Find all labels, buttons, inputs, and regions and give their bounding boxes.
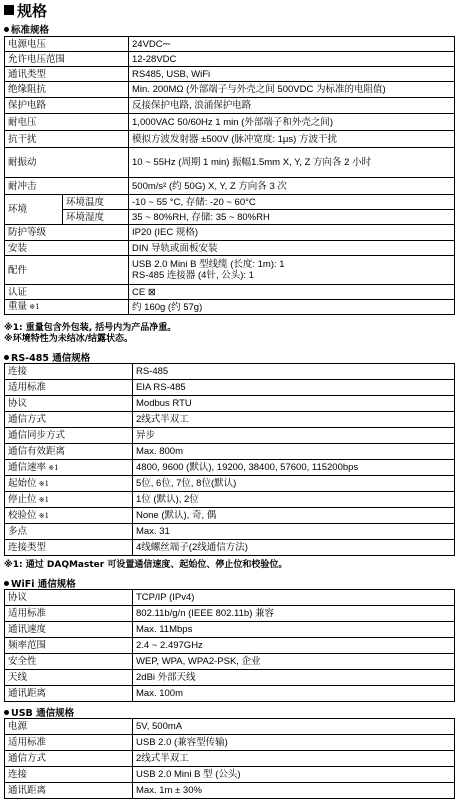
- spec-label: 重量: [8, 301, 28, 312]
- spec-value: CE ⊠: [132, 286, 156, 298]
- spec-value-cell: [129, 241, 455, 256]
- spec-label-cell: [5, 300, 129, 315]
- spec-value: 模拟方波发射器 ±500V (脉冲宽度: 1μs) 方波干扰: [132, 133, 337, 145]
- standard-notes: [4, 323, 176, 345]
- spec-value: RS-485: [136, 366, 169, 377]
- spec-value: DIN 导轨或面板安装: [132, 242, 218, 254]
- bullet-icon: [4, 581, 9, 586]
- rs485-spec-table: [4, 363, 455, 556]
- spec-label: 通信有效距离: [8, 446, 66, 457]
- spec-value: WEP, WPA, WPA2-PSK, 企业: [136, 656, 261, 667]
- spec-label-cell: [5, 622, 133, 638]
- note-line: ※环境特性为未结冰/结露状态。: [4, 334, 134, 344]
- table-row: [5, 52, 455, 67]
- wifi-spec-table: [4, 589, 455, 702]
- table-row: [5, 241, 455, 256]
- spec-value: 4线螺丝端子(2线通信方法): [136, 542, 248, 553]
- table-row: [5, 195, 455, 210]
- table-row: [5, 98, 455, 114]
- spec-label-cell: [5, 285, 129, 300]
- spec-label: 停止位: [8, 493, 37, 505]
- spec-label: 安全性: [8, 656, 37, 667]
- spec-label: 校验位: [8, 509, 37, 521]
- spec-label: 连接: [8, 366, 28, 377]
- table-row: [5, 412, 455, 428]
- spec-value-cell: [129, 210, 455, 225]
- rs485-notes: [4, 560, 287, 571]
- table-row: [5, 82, 455, 98]
- spec-value-cell: [133, 719, 455, 735]
- spec-label: 连接: [8, 769, 28, 780]
- spec-value-cell: [133, 686, 455, 702]
- spec-value: TCP/IP (IPv4): [136, 592, 195, 603]
- standard-spec-table: [4, 36, 455, 315]
- spec-label: 通信方式: [8, 414, 47, 425]
- table-row: [5, 37, 455, 52]
- spec-value: Max. 800m: [136, 446, 183, 457]
- spec-label-cell: [5, 195, 63, 225]
- spec-label: 适用标准: [8, 737, 47, 748]
- spec-value-cell: [133, 767, 455, 783]
- spec-label-cell: [5, 476, 133, 492]
- spec-value: 4800, 9600 (默认), 19200, 38400, 57600, 115200bps: [136, 462, 359, 473]
- spec-value-cell: [129, 67, 455, 82]
- table-row: [5, 606, 455, 622]
- table-row: [5, 364, 455, 380]
- spec-label-cell: [5, 524, 133, 540]
- spec-label: 环境: [8, 204, 28, 215]
- spec-label-cell: [5, 52, 129, 67]
- table-row: [5, 225, 455, 241]
- table-row: [5, 210, 455, 225]
- spec-sublabel-cell: [63, 210, 129, 225]
- table-row: [5, 670, 455, 686]
- standard-spec-heading: 标准规格: [4, 22, 49, 36]
- spec-value: USB 2.0 Mini B 型 (公头): [136, 769, 241, 780]
- table-row: [5, 300, 455, 315]
- table-row: [5, 67, 455, 82]
- spec-value-cell: [129, 37, 455, 52]
- spec-value: 35 ~ 80%RH, 存储: 35 ~ 80%RH: [132, 211, 270, 223]
- spec-value-cell: [133, 460, 455, 476]
- spec-value: Max. 1m ± 30%: [136, 785, 202, 796]
- spec-label-cell: [5, 590, 133, 606]
- spec-value-cell: [133, 508, 455, 524]
- spec-label-cell: [5, 241, 129, 256]
- spec-label-cell: [5, 380, 133, 396]
- spec-sublabel-cell: [63, 195, 129, 210]
- spec-value: IP20 (IEC 规格): [132, 227, 199, 238]
- spec-label-cell: [5, 67, 129, 82]
- footnote-mark: ※1: [27, 303, 40, 311]
- spec-label-cell: [5, 82, 129, 98]
- table-row: [5, 524, 455, 540]
- table-row: [5, 508, 455, 524]
- spec-value-cell: [129, 98, 455, 114]
- spec-value: Min. 200MΩ (外部端子与外壳之间 500VDC 为标准的电阻值): [132, 84, 386, 95]
- spec-label: 认证: [8, 286, 28, 298]
- spec-value-cell: [129, 52, 455, 67]
- spec-label-cell: [5, 98, 129, 114]
- spec-label: 耐电压: [8, 116, 37, 128]
- table-row: [5, 590, 455, 606]
- table-row: [5, 460, 455, 476]
- spec-label-cell: [5, 767, 133, 783]
- spec-label: 通信速率: [8, 461, 47, 473]
- spec-value-cell: [129, 285, 455, 300]
- spec-label-cell: [5, 428, 133, 444]
- spec-label: 通讯距离: [8, 688, 47, 699]
- spec-value-cell: [129, 131, 455, 148]
- spec-value-cell: [133, 540, 455, 556]
- spec-value-cell: [133, 492, 455, 508]
- spec-label: 协议: [8, 592, 28, 603]
- spec-value-cell: [133, 396, 455, 412]
- spec-value: 12-28VDC: [132, 53, 177, 65]
- spec-value: 802.11b/g/n (IEEE 802.11b) 兼容: [136, 608, 275, 619]
- spec-label-cell: [5, 508, 133, 524]
- spec-label-cell: [5, 606, 133, 622]
- table-row: [5, 783, 455, 799]
- spec-value: RS-485 连接器 (4针, 公头): 1: [132, 270, 254, 281]
- spec-label: 绝缘阻抗: [8, 84, 47, 95]
- spec-value: -10 ~ 55 °C, 存储: -20 ~ 60°C: [132, 196, 256, 208]
- spec-label-cell: [5, 114, 129, 131]
- spec-label: 安装: [8, 242, 28, 254]
- spec-label: 天线: [8, 672, 28, 683]
- spec-value: None (默认), 奇, 偶: [136, 510, 217, 521]
- spec-label: 协议: [8, 398, 28, 409]
- spec-value-cell: [133, 622, 455, 638]
- usb-spec-table: [4, 718, 455, 799]
- spec-label-cell: [5, 654, 133, 670]
- spec-label-cell: [5, 670, 133, 686]
- spec-label: 耐振动: [8, 157, 37, 168]
- spec-sublabel: 环境湿度: [66, 211, 105, 223]
- table-row: [5, 751, 455, 767]
- spec-label-cell: [5, 131, 129, 148]
- spec-label-cell: [5, 178, 129, 195]
- spec-label: 通讯速度: [8, 624, 47, 635]
- spec-value: 2线式半双工: [136, 753, 189, 764]
- table-row: [5, 428, 455, 444]
- spec-label: 通讯类型: [8, 68, 47, 80]
- spec-value: 2线式半双工: [136, 414, 189, 425]
- spec-value-cell: [133, 364, 455, 380]
- spec-value: 1位 (默认), 2位: [136, 494, 199, 505]
- spec-value: USB 2.0 (兼容型传输): [136, 737, 228, 748]
- spec-label: 适用标准: [8, 608, 47, 619]
- spec-label: 配件: [8, 264, 28, 276]
- spec-label: 抗干扰: [8, 133, 37, 145]
- rs485-spec-heading: RS-485 通信规格: [4, 350, 90, 364]
- spec-value: 约 160g (约 57g): [132, 301, 203, 313]
- spec-value-cell: [133, 444, 455, 460]
- spec-value-cell: [133, 638, 455, 654]
- spec-value-cell: [129, 82, 455, 98]
- spec-label-cell: [5, 460, 133, 476]
- spec-label-cell: [5, 638, 133, 654]
- table-row: [5, 492, 455, 508]
- spec-value: 5V, 500mA: [136, 721, 183, 732]
- spec-label: 耐冲击: [8, 180, 37, 192]
- spec-label-cell: [5, 256, 129, 285]
- table-row: [5, 686, 455, 702]
- footnote-mark: ※1: [36, 511, 50, 520]
- spec-label-cell: [5, 751, 133, 767]
- spec-value-cell: [129, 114, 455, 131]
- spec-label-cell: [5, 412, 133, 428]
- table-row: [5, 719, 455, 735]
- spec-value-cell: [133, 428, 455, 444]
- footnote-mark: ※1: [36, 495, 50, 504]
- spec-label: 适用标准: [8, 382, 47, 393]
- spec-value: USB 2.0 Mini B 型线缆 (长度: 1m): 1: [132, 259, 285, 270]
- spec-value-cell: [129, 225, 455, 241]
- footnote-mark: ※1: [36, 479, 50, 488]
- spec-label-cell: [5, 364, 133, 380]
- spec-label: 频率范围: [8, 640, 47, 651]
- page-title: 规格: [4, 0, 47, 20]
- spec-sublabel: 环境温度: [66, 196, 105, 208]
- spec-value-cell: [129, 300, 455, 315]
- table-row: [5, 148, 455, 178]
- table-row: [5, 114, 455, 131]
- bullet-icon: [4, 355, 9, 360]
- spec-value-cell: [133, 590, 455, 606]
- spec-label-cell: [5, 686, 133, 702]
- footnote-mark: ※1: [46, 463, 59, 472]
- spec-label: 起始位: [8, 477, 37, 489]
- spec-label-cell: [5, 444, 133, 460]
- spec-value: 500m/s² (约 50G) X, Y, Z 方向各 3 次: [132, 180, 287, 192]
- spec-value: 5位, 6位, 7位, 8位(默认): [136, 478, 237, 489]
- table-row: [5, 735, 455, 751]
- spec-value-cell: [129, 256, 455, 285]
- spec-value: 反接保护电路, 浪涌保护电路: [132, 100, 252, 111]
- spec-value-cell: [133, 412, 455, 428]
- spec-value-cell: [129, 178, 455, 195]
- spec-value-cell: [133, 524, 455, 540]
- table-row: [5, 767, 455, 783]
- spec-label: 通信同步方式: [8, 430, 66, 441]
- spec-value: 2dBi 外部天线: [136, 672, 196, 683]
- usb-spec-heading: USB 通信规格: [4, 705, 74, 719]
- spec-value-cell: [133, 380, 455, 396]
- spec-label: 电源: [8, 721, 28, 732]
- spec-label-cell: [5, 225, 129, 241]
- spec-value: RS485, USB, WiFi: [132, 68, 211, 80]
- spec-label: 允许电压范围: [8, 53, 66, 65]
- spec-value: 24VDC⎓: [132, 38, 171, 50]
- spec-value-cell: [129, 195, 455, 210]
- spec-value-cell: [133, 751, 455, 767]
- table-row: [5, 178, 455, 195]
- table-row: [5, 444, 455, 460]
- spec-value: 异步: [136, 430, 156, 441]
- spec-label-cell: [5, 37, 129, 52]
- table-row: [5, 476, 455, 492]
- spec-value-cell: [133, 606, 455, 622]
- table-row: [5, 131, 455, 148]
- spec-label-cell: [5, 719, 133, 735]
- wifi-spec-heading: WiFi 通信规格: [4, 576, 76, 590]
- spec-value: Modbus RTU: [136, 398, 192, 409]
- table-row: [5, 654, 455, 670]
- spec-label-cell: [5, 396, 133, 412]
- table-row: [5, 285, 455, 300]
- spec-value: 1,000VAC 50/60Hz 1 min (外部端子和外壳之间): [132, 116, 333, 128]
- table-row: [5, 540, 455, 556]
- spec-label: 电源电压: [8, 38, 47, 50]
- spec-label-cell: [5, 492, 133, 508]
- spec-label-cell: [5, 540, 133, 556]
- table-row: [5, 622, 455, 638]
- spec-value: Max. 11Mbps: [136, 624, 193, 635]
- spec-value: 10 ~ 55Hz (周期 1 min) 振幅1.5mm X, Y, Z 方向各 2 小时: [132, 157, 372, 168]
- spec-label-cell: [5, 735, 133, 751]
- spec-value-cell: [133, 735, 455, 751]
- spec-label: 多点: [8, 526, 28, 537]
- note-line: ※1: 重量包含外包装, 括号内为产品净重。: [4, 323, 177, 333]
- spec-label-cell: [5, 783, 133, 799]
- spec-label: 保护电路: [8, 100, 47, 111]
- spec-value: EIA RS-485: [136, 382, 186, 393]
- spec-label: 通信方式: [8, 753, 47, 764]
- spec-value: 2.4 ~ 2.497GHz: [136, 640, 203, 651]
- spec-label: 通讯距离: [8, 785, 47, 796]
- bullet-icon: [4, 27, 9, 32]
- spec-value: Max. 100m: [136, 688, 183, 699]
- spec-value-cell: [133, 654, 455, 670]
- spec-value-cell: [133, 476, 455, 492]
- spec-value-cell: [129, 148, 455, 178]
- square-bullet-icon: [4, 5, 14, 15]
- spec-value-cell: [133, 670, 455, 686]
- spec-label: 连接类型: [8, 542, 47, 553]
- bullet-icon: [4, 710, 9, 715]
- note-line: ※1: 通过 DAQMaster 可设置通信速度、起始位、停止位和校验位。: [4, 560, 288, 570]
- table-row: [5, 380, 455, 396]
- table-row: [5, 396, 455, 412]
- spec-label-cell: [5, 148, 129, 178]
- spec-value: Max. 31: [136, 526, 170, 537]
- table-row: [5, 256, 455, 285]
- spec-label: 防护等级: [8, 227, 47, 238]
- table-row: [5, 638, 455, 654]
- spec-value-cell: [133, 783, 455, 799]
